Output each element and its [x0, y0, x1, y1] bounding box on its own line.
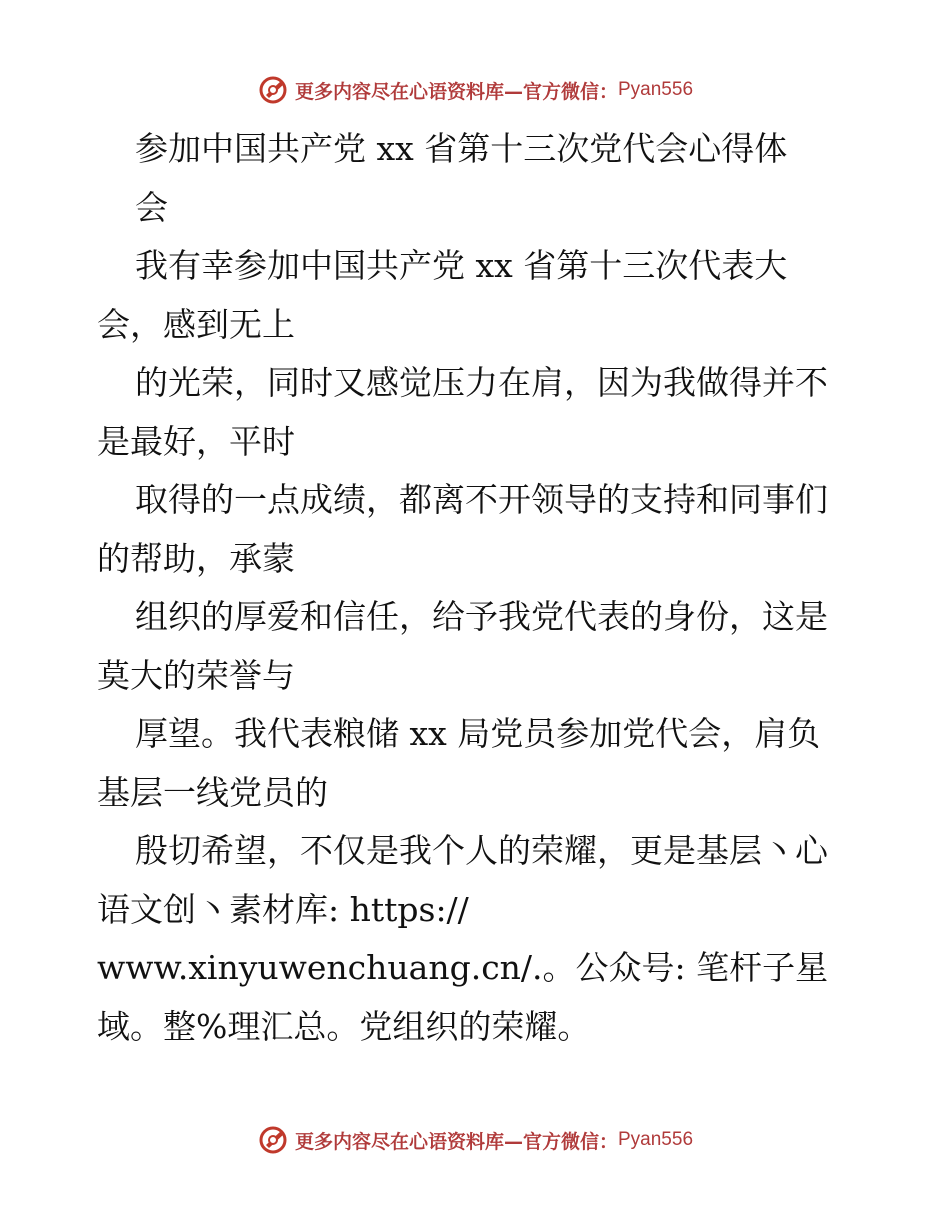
title-line-1: 参加中国共产党 xx 省第十三次党代会心得体 — [135, 129, 788, 168]
banner-brand: Pyan556 — [618, 1129, 694, 1150]
paragraph-line: 取得的一点成绩，都离不开领导的支持和同事们 — [135, 480, 828, 519]
pen-logo-icon — [257, 73, 291, 107]
document-body — [97, 120, 857, 1056]
header-banner — [0, 70, 950, 110]
paragraph-line: 语文创丶素材库: https:// — [97, 889, 469, 929]
url-line: www.xinyuwenchuang.cn/.。公众号: 笔杆子星 — [97, 948, 829, 987]
paragraph-line: 域。整%理汇总。党组织的荣耀。 — [97, 1006, 591, 1046]
footer-banner — [0, 1120, 950, 1160]
paragraph-line: 基层一线党员的 — [97, 772, 328, 812]
paragraph-line: 厚望。我代表粮储 xx 局党员参加党代会，肩负 — [135, 714, 821, 753]
banner-brand: Pyan556 — [618, 79, 694, 100]
paragraph-line: 的光荣，同时又感觉压力在肩，因为我做得并不 — [135, 363, 828, 402]
title-line-2: 会 — [135, 187, 168, 227]
paragraph-line: 我有幸参加中国共产党 xx 省第十三次代表大 — [135, 246, 788, 285]
banner-text: 更多内容尽在心语资料库—官方微信： — [294, 1130, 618, 1153]
pen-logo-icon — [257, 1123, 291, 1157]
paragraph-line: 莫大的荣誉与 — [97, 655, 295, 695]
paragraph-line: 会，感到无上 — [97, 304, 295, 344]
paragraph-line: 殷切希望，不仅是我个人的荣耀，更是基层丶心 — [135, 831, 828, 870]
paragraph-line: 是最好，平时 — [97, 421, 295, 461]
paragraph-line: 组织的厚爱和信任，给予我党代表的身份，这是 — [135, 597, 828, 636]
banner-text: 更多内容尽在心语资料库—官方微信： — [294, 80, 618, 103]
paragraph-line: 的帮助，承蒙 — [97, 538, 295, 578]
